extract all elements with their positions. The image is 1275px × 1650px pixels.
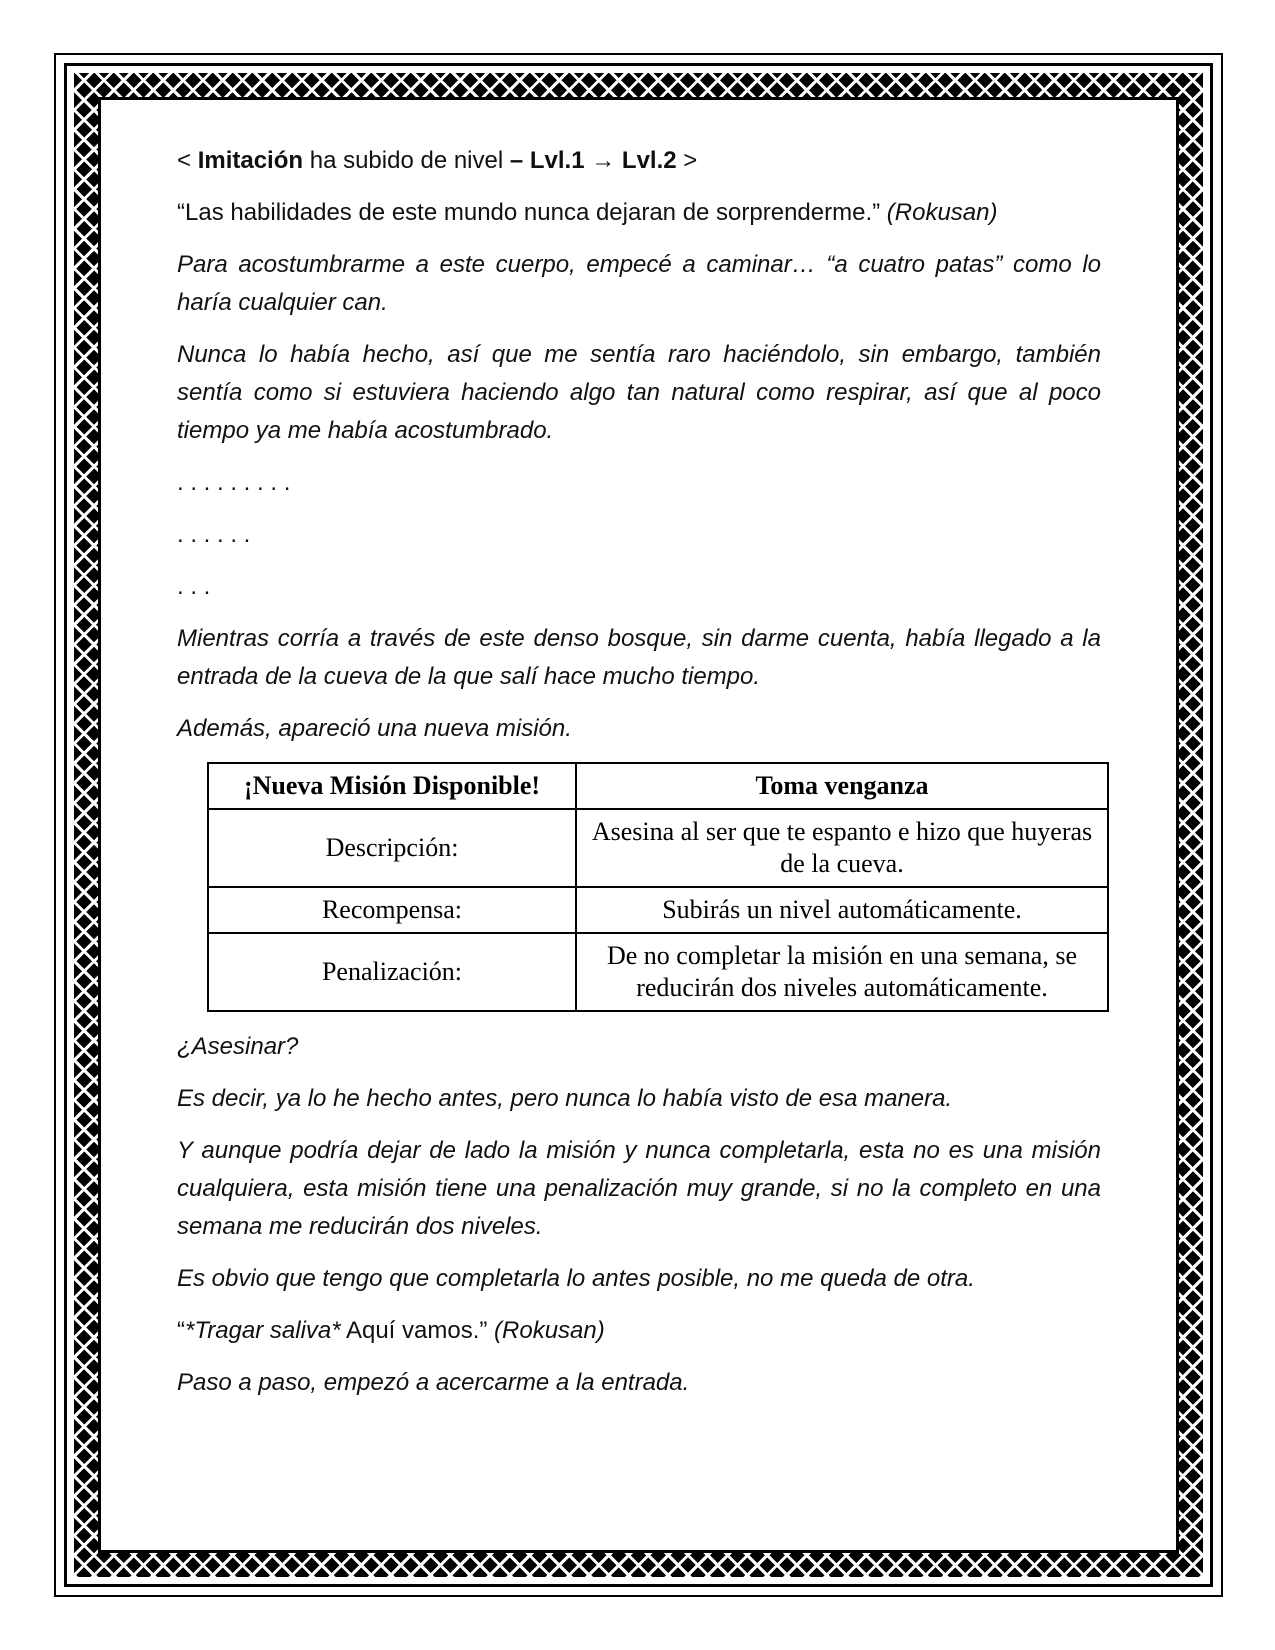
paragraph: Mientras corría a través de este denso bosque, sin darme cuenta, había llegado a la entrada de la cueva de la que salí hace mucho tiempo.: [177, 625, 1101, 690]
mission-table: [207, 762, 1109, 1012]
action-text: *Tragar saliva*: [185, 1317, 341, 1344]
paragraph: Además, apareció una nueva misión.: [177, 715, 572, 742]
paragraph: Paso a paso, empezó a acercarme a la entrada.: [177, 1369, 690, 1396]
row-label: Descripción:: [208, 809, 576, 887]
speaker-name: (Rokusan): [886, 199, 998, 226]
ellipsis-line: . . . . . . . . .: [177, 469, 291, 496]
ellipsis-line: . . . . . .: [177, 521, 251, 548]
paragraph: Es obvio que tengo que completarla lo antes posible, no me queda de otra.: [177, 1265, 975, 1292]
row-label: Recompensa:: [208, 887, 576, 933]
mission-header-left: ¡Nueva Misión Disponible!: [208, 763, 576, 809]
mission-header-right: Toma venganza: [576, 763, 1108, 809]
table-row: [208, 887, 1108, 933]
table-row: [208, 809, 1108, 887]
row-value: De no completar la misión en una semana, se reducirán dos niveles automáticamente.: [576, 933, 1108, 1011]
row-label: Penalización:: [208, 933, 576, 1011]
speaker-name: (Rokusan): [494, 1317, 605, 1344]
paragraph: Para acostumbrarme a este cuerpo, empecé a caminar… “a cuatro patas” como lo haría cualquier can.: [177, 251, 1101, 316]
paragraph: Y aunque podría dejar de lado la misión y nunca completarla, esta no es una misión cualquiera, esta misión tiene una penalización muy grande, si no la completo en una semana me reducirán dos niveles.: [177, 1137, 1101, 1240]
level-change: – Lvl.1 → Lvl.2: [509, 147, 677, 174]
paragraph: Es decir, ya lo he hecho antes, pero nunca lo había visto de esa manera.: [177, 1085, 953, 1112]
table-row: [208, 763, 1108, 809]
dialogue-quote: “*Tragar saliva* Aquí vamos.” (Rokusan): [177, 1317, 605, 1344]
ellipsis-line: . . .: [177, 573, 211, 600]
dialogue-quote: “Las habilidades de este mundo nunca dejaran de sorprenderme.” (Rokusan): [177, 199, 998, 226]
row-value: Subirás un nivel automáticamente.: [576, 887, 1108, 933]
row-value: Asesina al ser que te espanto e hizo que huyeras de la cueva.: [576, 809, 1108, 887]
skill-name: Imitación: [197, 147, 304, 174]
table-row: [208, 933, 1108, 1011]
paragraph: ¿Asesinar?: [177, 1033, 299, 1060]
level-up-notice: < Imitación ha subido de nivel – Lvl.1 → Lvl.2 >: [177, 147, 698, 174]
paragraph: Nunca lo había hecho, así que me sentía raro haciéndolo, sin embargo, también sentía como si estuviera haciendo algo tan natural como respirar, así que al poco tiempo ya me había acostumbrado.: [177, 341, 1101, 444]
page-content: [177, 142, 1101, 1416]
